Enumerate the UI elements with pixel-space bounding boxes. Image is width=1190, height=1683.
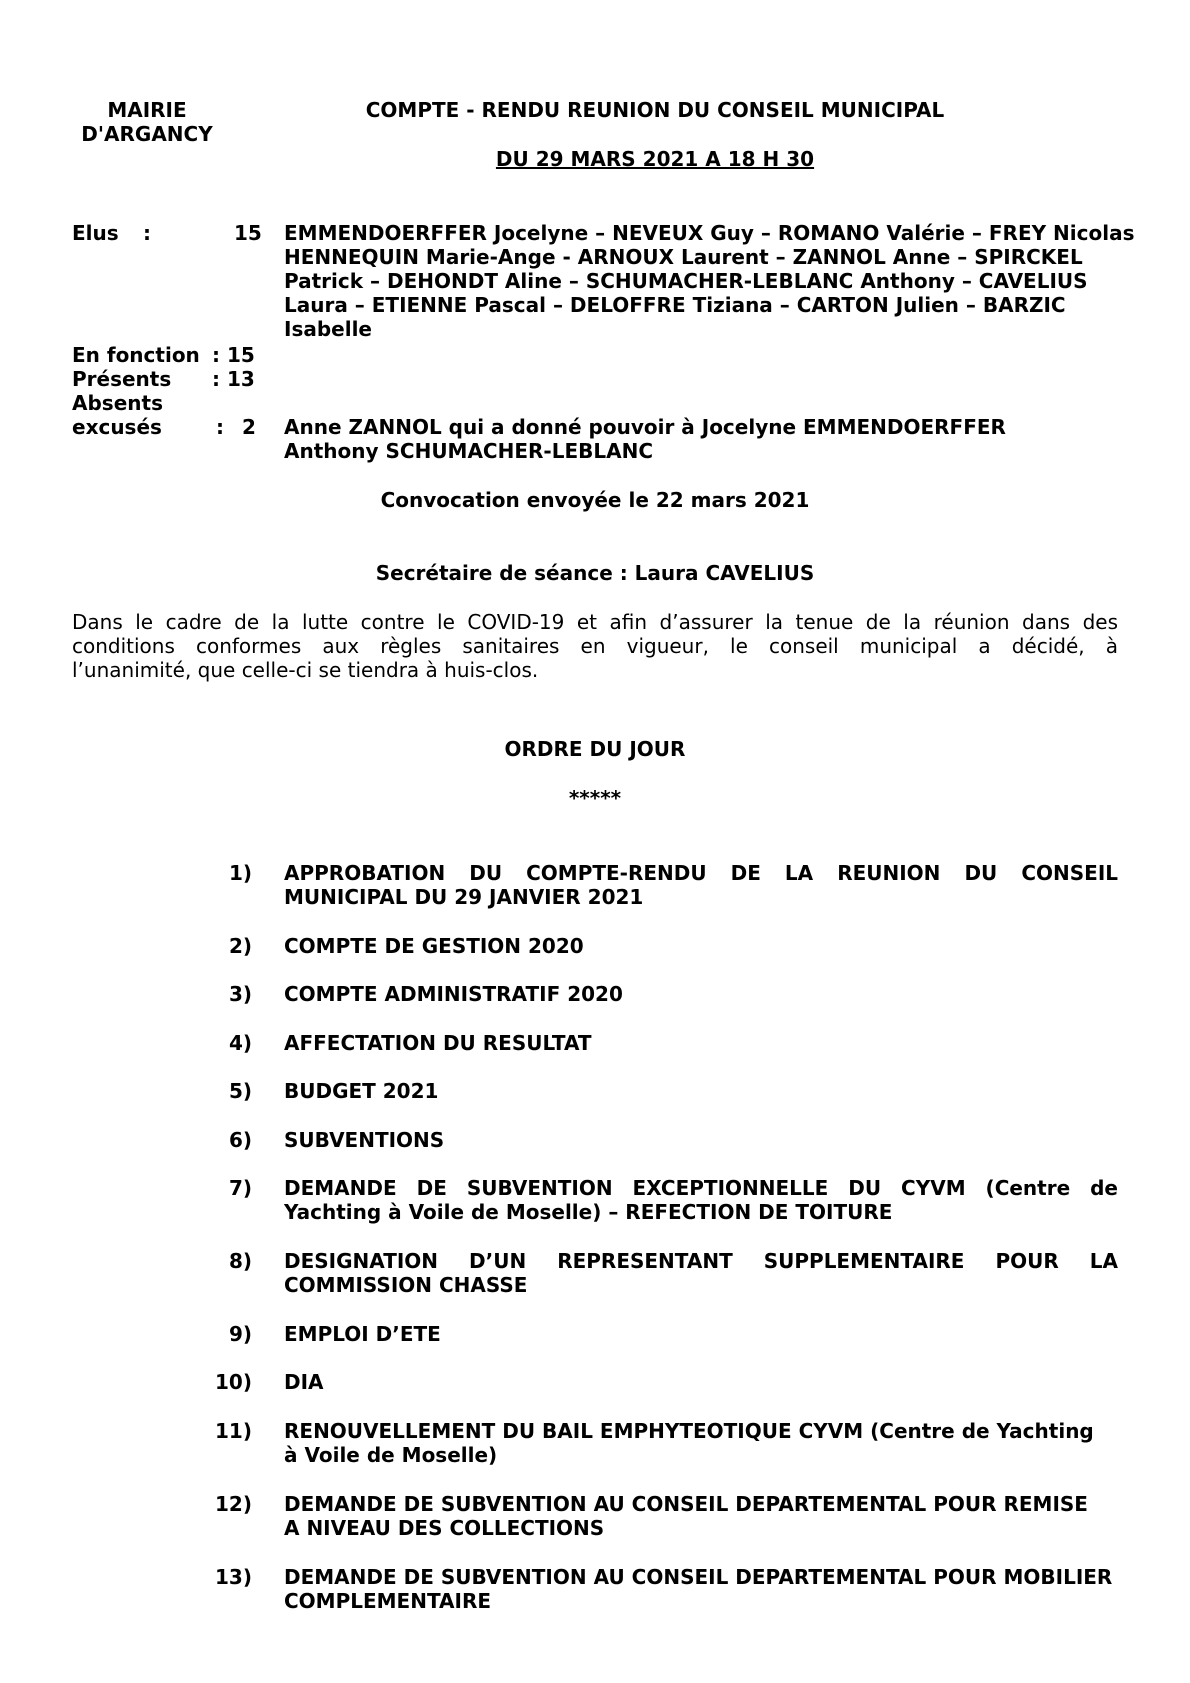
agenda-item-number: 8) [228, 1249, 252, 1273]
agenda-item [284, 1492, 1118, 1540]
agenda-item-line: DEMANDE DE SUBVENTION EXCEPTIONNELLE DU CYVM (Centre de [284, 1176, 1118, 1200]
agenda-item [284, 1249, 1118, 1297]
paragraph-line: Dans le cadre de la lutte contre le COVID-19 et afin d’assurer la tenue de la réunion dans des [72, 610, 1118, 634]
agenda-item-number: 10) [215, 1370, 252, 1394]
agenda-item-line: à Voile de Moselle) [284, 1443, 498, 1467]
mairie-line-2: D'ARGANCY [81, 122, 213, 146]
presents-value: : 13 [212, 367, 255, 391]
paragraph-line: conditions conformes aux règles sanitaires en vigueur, le conseil municipal a décidé, à [72, 634, 1118, 658]
absents-count: 2 [242, 415, 256, 439]
agenda-item-line: COMPLEMENTAIRE [284, 1589, 492, 1613]
agenda-item-line: DEMANDE DE SUBVENTION AU CONSEIL DEPARTEMENTAL POUR REMISE [284, 1492, 1088, 1516]
agenda-item-number: 5) [228, 1079, 252, 1103]
covid-paragraph [72, 610, 1118, 682]
elus-names-line: Laura – ETIENNE Pascal – DELOFFRE Tiziana – CARTON Julien – BARZIC [284, 293, 1066, 317]
agenda-item: EMPLOI D’ETE [284, 1322, 441, 1346]
absents-names [284, 415, 1150, 463]
agenda-title: ORDRE DU JOUR [504, 737, 686, 761]
agenda-item-line: MUNICIPAL DU 29 JANVIER 2021 [284, 885, 644, 909]
agenda-item [284, 1176, 1118, 1224]
absent-line: Anne ZANNOL qui a donné pouvoir à Jocelyne EMMENDOERFFER [284, 415, 1006, 439]
elus-names-line: HENNEQUIN Marie-Ange - ARNOUX Laurent – ZANNOL Anne – SPIRCKEL [284, 245, 1083, 269]
meeting-date: DU 29 MARS 2021 A 18 H 30 [495, 147, 815, 171]
agenda-item-line: RENOUVELLEMENT DU BAIL EMPHYTEOTIQUE CYVM (Centre de Yachting [284, 1419, 1094, 1443]
agenda-item-number: 3) [228, 982, 252, 1006]
agenda-item: SUBVENTIONS [284, 1128, 445, 1152]
en-fonction-value: : 15 [212, 343, 255, 367]
agenda-item: COMPTE DE GESTION 2020 [284, 934, 584, 958]
agenda-item-number: 13) [215, 1565, 252, 1589]
elus-label: Elus [72, 221, 119, 245]
agenda-item-number: 2) [228, 934, 252, 958]
en-fonction-label: En fonction [72, 343, 200, 367]
agenda-item: DIA [284, 1370, 324, 1394]
elus-names-line: Patrick – DEHONDT Aline – SCHUMACHER-LEBLANC Anthony – CAVELIUS [284, 269, 1088, 293]
agenda-item-line: APPROBATION DU COMPTE-RENDU DE LA REUNION DU CONSEIL [284, 861, 1118, 885]
agenda-item-line: COMMISSION CHASSE [284, 1273, 528, 1297]
agenda-item-number: 9) [228, 1322, 252, 1346]
agenda-separator: ***** [568, 786, 622, 810]
absent-line: Anthony SCHUMACHER-LEBLANC [284, 439, 654, 463]
agenda-item-number: 1) [228, 861, 252, 885]
agenda-item-number: 11) [215, 1419, 252, 1443]
agenda-item-line: DESIGNATION D’UN REPRESENTANT SUPPLEMENTAIRE POUR LA [284, 1249, 1118, 1273]
agenda-item [284, 861, 1118, 909]
elus-names-line: Isabelle [284, 317, 372, 341]
agenda-item [284, 1565, 1118, 1613]
paragraph-line: l’unanimité, que celle-ci se tiendra à huis-clos. [72, 658, 539, 682]
agenda-item-line: DEMANDE DE SUBVENTION AU CONSEIL DEPARTEMENTAL POUR MOBILIER [284, 1565, 1113, 1589]
mairie-name [72, 98, 222, 146]
absents-label-1: Absents [72, 391, 163, 415]
secretaire-seance: Secrétaire de séance : Laura CAVELIUS [375, 561, 815, 585]
absents-label-2: excusés [72, 415, 162, 439]
agenda-item: COMPTE ADMINISTRATIF 2020 [284, 982, 623, 1006]
mairie-line-1: MAIRIE [107, 98, 187, 122]
convocation-date: Convocation envoyée le 22 mars 2021 [380, 488, 810, 512]
agenda-item-number: 12) [215, 1492, 252, 1516]
elus-names-line: EMMENDOERFFER Jocelyne – NEVEUX Guy – ROMANO Valérie – FREY Nicolas [284, 221, 1135, 245]
agenda-item-number: 7) [228, 1176, 252, 1200]
agenda-item: BUDGET 2021 [284, 1079, 439, 1103]
presents-label: Présents [72, 367, 172, 391]
absents-colon: : [216, 415, 224, 439]
document-title: COMPTE - RENDU REUNION DU CONSEIL MUNICIPAL [365, 98, 945, 122]
elus-count: 15 [234, 221, 262, 245]
elus-names [284, 221, 1150, 341]
agenda-item: AFFECTATION DU RESULTAT [284, 1031, 592, 1055]
agenda-item-line: Yachting à Voile de Moselle) – REFECTION DE TOITURE [284, 1200, 893, 1224]
elus-colon: : [143, 221, 151, 245]
agenda-item [284, 1419, 1118, 1467]
agenda-item-number: 4) [228, 1031, 252, 1055]
agenda-item-line: A NIVEAU DES COLLECTIONS [284, 1516, 605, 1540]
agenda-item-number: 6) [228, 1128, 252, 1152]
